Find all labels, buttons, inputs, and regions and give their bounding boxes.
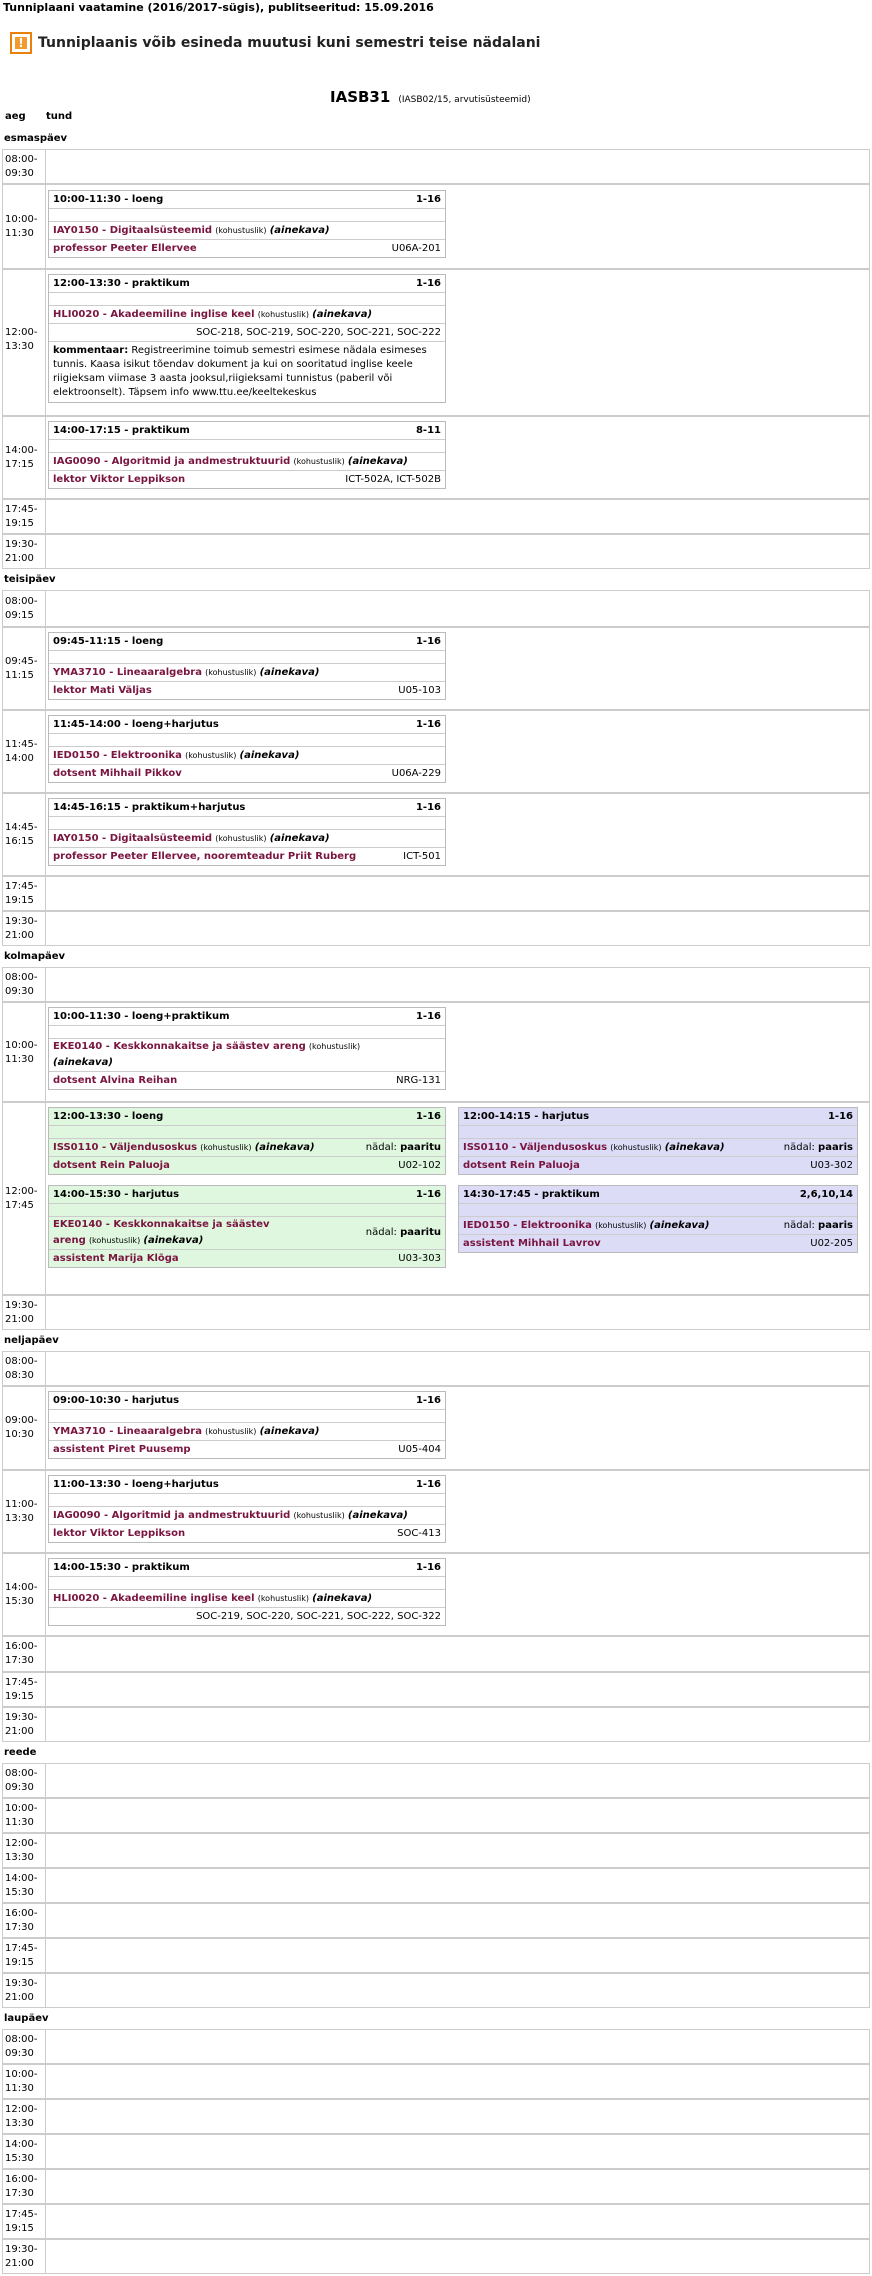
course-plan-link[interactable]: (ainekava) [347,1510,408,1521]
room: U02-205 [810,1238,853,1249]
lesson-card[interactable] [458,1185,858,1253]
week-label: nädal: [365,1227,397,1238]
week-label: nädal: [783,1220,815,1231]
time: 19:30-21:00 [5,1712,38,1737]
course-plan-link[interactable]: (ainekava) [254,1142,315,1153]
room: U06A-201 [391,243,441,254]
slot [2,149,870,184]
lesson-weeks: 1-16 [415,1011,441,1022]
required-tag: (kohustuslik) [205,1427,257,1436]
lesson-weeks: 1-16 [415,802,441,813]
lesson-weeks: 1-16 [827,1111,853,1122]
lesson-weeks: 1-16 [415,1395,441,1406]
group-code: IASB31 [330,88,391,106]
slot [2,2064,870,2099]
lesson-weeks: 1-16 [415,194,441,205]
room: NRG-131 [396,1075,441,1086]
time: 14:00-15:30 [5,1873,38,1898]
room: U03-302 [810,1160,853,1171]
slot [2,1973,870,2008]
required-tag: (kohustuslik) [257,1594,309,1603]
time: 12:00-17:45 [5,1186,38,1211]
required-tag: (kohustuslik) [205,668,257,677]
time: 14:00-15:30 [5,2139,38,2164]
lesson-card[interactable] [48,715,446,783]
time: 17:45-19:15 [5,2209,38,2234]
lesson-head: 14:00-15:30 - harjutus [53,1189,180,1200]
course-link[interactable]: IED0150 - Elektroonika [53,750,182,761]
col-time: aeg [5,111,26,122]
time: 10:00-11:30 [5,1803,38,1828]
room: U05-103 [398,685,441,696]
lesson-weeks: 1-16 [415,278,441,289]
course-plan-link[interactable]: (ainekava) [312,1593,373,1604]
time: 10:00-11:30 [5,1040,38,1065]
lesson-head: 10:00-11:30 - loeng+praktikum [53,1011,230,1022]
course-link[interactable]: HLI0020 - Akadeemiline inglise keel [53,309,255,320]
lesson-head: 11:00-13:30 - loeng+harjutus [53,1479,219,1490]
course-link[interactable]: ISS0110 - Väljendusoskus [53,1142,198,1153]
time: 19:30-21:00 [5,916,38,941]
group-title [330,88,531,106]
teacher-link[interactable]: lektor Mati Väljas [53,685,152,696]
slot [2,1707,870,1742]
slot [2,1672,870,1707]
lesson-card[interactable] [48,632,446,700]
room: U05-404 [398,1444,441,1455]
lesson-card[interactable] [48,421,446,489]
time: 10:00-11:30 [5,214,38,239]
slot [2,1636,870,1672]
lesson-head: 14:45-16:15 - praktikum+harjutus [53,802,246,813]
day-sat: laupäev [4,2013,49,2024]
slot [2,499,870,534]
slot [2,2029,870,2064]
required-tag: (kohustuslik) [308,1042,361,1051]
day-tue: teisipäev [4,574,56,585]
lesson-weeks: 8-11 [415,425,441,436]
required-tag: (kohustuslik) [595,1221,647,1230]
room: ICT-501 [403,851,441,862]
course-link[interactable]: EKE0140 - Keskkonnakaitse ja säästev areng [53,1041,306,1052]
slot [2,876,870,911]
time: 08:00-09:30 [5,1768,38,1793]
lesson-head: 09:45-11:15 - loeng [53,636,164,647]
time: 17:45-19:15 [5,1677,38,1702]
comment-text: Registreerimine toimub semestri esimese nädala esimeses tunnis. Kaasa isikut tõendav dokument ja kui on sooritatud inglise keele riigieksam viimase 3 aasta jooksul,riigieksami tunnistus (paberil või elektroonselt). Täpsem info www.ttu.ee/keeltekeskus [53,345,427,398]
day-thu: neljapäev [4,1335,59,1346]
time: 19:30-21:00 [5,2244,38,2269]
required-tag: (kohustuslik) [215,834,267,843]
day-mon: esmaspäev [4,133,68,144]
course-plan-link[interactable]: (ainekava) [269,833,330,844]
course-link[interactable]: YMA3710 - Lineaaralgebra [53,667,202,678]
required-tag: (kohustuslik) [610,1143,662,1152]
lesson-head: 09:00-10:30 - harjutus [53,1395,180,1406]
week-label: nädal: [365,1142,397,1153]
course-plan-link[interactable]: (ainekava) [312,309,373,320]
required-tag: (kohustuslik) [293,1511,345,1520]
slot [2,1903,870,1938]
day-fri: reede [4,1747,37,1758]
required-tag: (kohustuslik) [185,751,237,760]
slot [2,2204,870,2239]
lesson-head: 11:45-14:00 - loeng+harjutus [53,719,219,730]
time: 08:00-09:15 [5,596,38,621]
lesson-card[interactable] [48,798,446,866]
room: U02-102 [398,1160,441,1171]
time: 11:45-14:00 [5,739,38,764]
lesson-card[interactable] [48,190,446,258]
slot [2,590,870,627]
warning-icon: ! [10,32,32,54]
course-plan-link[interactable]: (ainekava) [259,1426,320,1437]
lesson-weeks: 1-16 [415,1189,441,1200]
teacher-link[interactable]: lektor Viktor Leppikson [53,1528,186,1539]
lesson-head: 14:30-17:45 - praktikum [463,1189,600,1200]
course-plan-link[interactable]: (ainekava) [649,1220,710,1231]
course-link[interactable]: IED0150 - Elektroonika [463,1220,592,1231]
col-lesson: tund [46,111,73,122]
time: 19:30-21:00 [5,1978,38,2003]
teacher-link[interactable]: professor Peeter Ellervee, nooremteadur Priit Ruberg [53,851,357,862]
slot [2,534,870,569]
slot [2,1798,870,1833]
week-parity: paaris [818,1142,853,1153]
slot [2,1295,870,1330]
room: SOC-218, SOC-219, SOC-220, SOC-221, SOC-222 [196,327,441,338]
required-tag: (kohustuslik) [257,310,309,319]
course-plan-link[interactable]: (ainekava) [664,1142,725,1153]
time: 08:00-09:30 [5,154,38,179]
teacher-link[interactable]: dotsent Mihhail Pikkov [53,768,182,779]
course-plan-link[interactable]: (ainekava) [259,667,320,678]
time: 14:00-15:30 [5,1582,38,1607]
required-tag: (kohustuslik) [293,457,345,466]
lesson-card[interactable] [48,1558,446,1626]
lesson-card[interactable] [458,1107,858,1175]
time: 12:00-13:30 [5,327,38,352]
room: ICT-502A, ICT-502B [345,474,441,485]
notice [10,32,540,54]
teacher-link[interactable]: dotsent Rein Paluoja [53,1160,170,1171]
lesson-card[interactable] [48,1185,446,1268]
time: 16:00-17:30 [5,1641,38,1666]
course-plan-link[interactable]: (ainekava) [143,1235,204,1246]
time: 12:00-13:30 [5,1838,38,1863]
time: 08:00-08:30 [5,1356,38,1381]
lesson-weeks: 2,6,10,14 [799,1189,853,1200]
teacher-link[interactable]: professor Peeter Ellervee [53,243,197,254]
time: 08:00-09:30 [5,972,38,997]
week-parity: paaritu [400,1142,441,1153]
teacher-link[interactable]: assistent Piret Puusemp [53,1444,191,1455]
time: 14:00-17:15 [5,445,38,470]
time: 19:30-21:00 [5,1300,38,1325]
time: 17:45-19:15 [5,1943,38,1968]
room: U03-303 [398,1253,441,1264]
course-link[interactable]: HLI0020 - Akadeemiline inglise keel [53,1593,255,1604]
teacher-link[interactable]: lektor Viktor Leppikson [53,474,186,485]
course-plan-link[interactable]: (ainekava) [239,750,300,761]
teacher-link[interactable]: dotsent Alvina Reihan [53,1075,178,1086]
lesson-weeks: 1-16 [415,1562,441,1573]
time: 17:45-19:15 [5,881,38,906]
room: SOC-219, SOC-220, SOC-221, SOC-222, SOC-322 [196,1611,441,1622]
notice-text: Tunniplaanis võib esineda muutusi kuni semestri teise nädalani [38,35,541,51]
teacher-link[interactable]: dotsent Rein Paluoja [463,1160,580,1171]
week-label: nädal: [783,1142,815,1153]
slot [2,911,870,946]
slot [2,2099,870,2134]
time: 19:30-21:00 [5,539,38,564]
time: 16:00-17:30 [5,2174,38,2199]
slot [2,1833,870,1868]
lesson-head: 12:00-13:30 - praktikum [53,278,190,289]
group-subtitle: (IASB02/15, arvutisüsteemid) [398,95,531,105]
lesson-head: 14:00-17:15 - praktikum [53,425,190,436]
slot [2,2134,870,2169]
comment-label: kommentaar: [53,345,129,356]
required-tag: (kohustuslik) [88,1236,141,1245]
slot [2,1763,870,1798]
time: 09:45-11:15 [5,656,38,681]
teacher-link[interactable]: assistent Mihhail Lavrov [463,1238,601,1249]
time: 10:00-11:30 [5,2069,38,2094]
lesson-card[interactable] [48,274,446,403]
lesson-head: 14:00-15:30 - praktikum [53,1562,190,1573]
teacher-link[interactable]: assistent Marija Klõga [53,1253,179,1264]
time: 12:00-13:30 [5,2104,38,2129]
time: 11:00-13:30 [5,1499,38,1524]
time: 17:45-19:15 [5,504,38,529]
lesson-head: 12:00-13:30 - loeng [53,1111,164,1122]
course-link[interactable]: IAY0150 - Digitaalsüsteemid [53,833,213,844]
time: 08:00-09:30 [5,2034,38,2059]
slot [2,1868,870,1903]
time: 09:00-10:30 [5,1415,38,1440]
lesson-card[interactable] [48,1475,446,1543]
lesson-weeks: 1-16 [415,1111,441,1122]
course-link[interactable]: IAY0150 - Digitaalsüsteemid [53,225,213,236]
required-tag: (kohustuslik) [200,1143,252,1152]
lesson-head: 10:00-11:30 - loeng [53,194,164,205]
slot [2,2169,870,2204]
course-link[interactable]: EKE0140 - Keskkonnakaitse ja säästev [53,1219,270,1230]
room: SOC-413 [397,1528,441,1539]
slot [2,967,870,1002]
page-header: Tunniplaani vaatamine (2016/2017-sügis), publitseeritud: 15.09.2016 [3,1,434,14]
lesson-weeks: 1-16 [415,636,441,647]
course-link[interactable]: IAG0090 - Algoritmid ja andmestruktuurid [53,1510,291,1521]
required-tag: (kohustuslik) [215,226,267,235]
lesson-card[interactable] [48,1107,446,1175]
week-parity: paaritu [400,1227,441,1238]
course-link-cont[interactable]: areng [53,1235,86,1246]
lesson-weeks: 1-16 [415,1479,441,1490]
course-link[interactable]: IAG0090 - Algoritmid ja andmestruktuurid [53,456,291,467]
comment [49,342,445,402]
day-wed: kolmapäev [4,951,66,962]
time: 14:45-16:15 [5,822,38,847]
time: 16:00-17:30 [5,1908,38,1933]
course-plan-link[interactable]: (ainekava) [269,225,330,236]
slot [2,1938,870,1973]
lesson-head: 12:00-14:15 - harjutus [463,1111,590,1122]
lesson-card[interactable] [48,1007,446,1090]
lesson-weeks: 1-16 [415,719,441,730]
slot [2,2239,870,2274]
room: U06A-229 [391,768,441,779]
week-parity: paaris [818,1220,853,1231]
course-link[interactable]: YMA3710 - Lineaaralgebra [53,1426,202,1437]
course-plan-link[interactable]: (ainekava) [53,1057,113,1068]
course-plan-link[interactable]: (ainekava) [347,456,408,467]
slot [2,1351,870,1386]
course-link[interactable]: ISS0110 - Väljendusoskus [463,1142,608,1153]
lesson-card[interactable] [48,1391,446,1459]
